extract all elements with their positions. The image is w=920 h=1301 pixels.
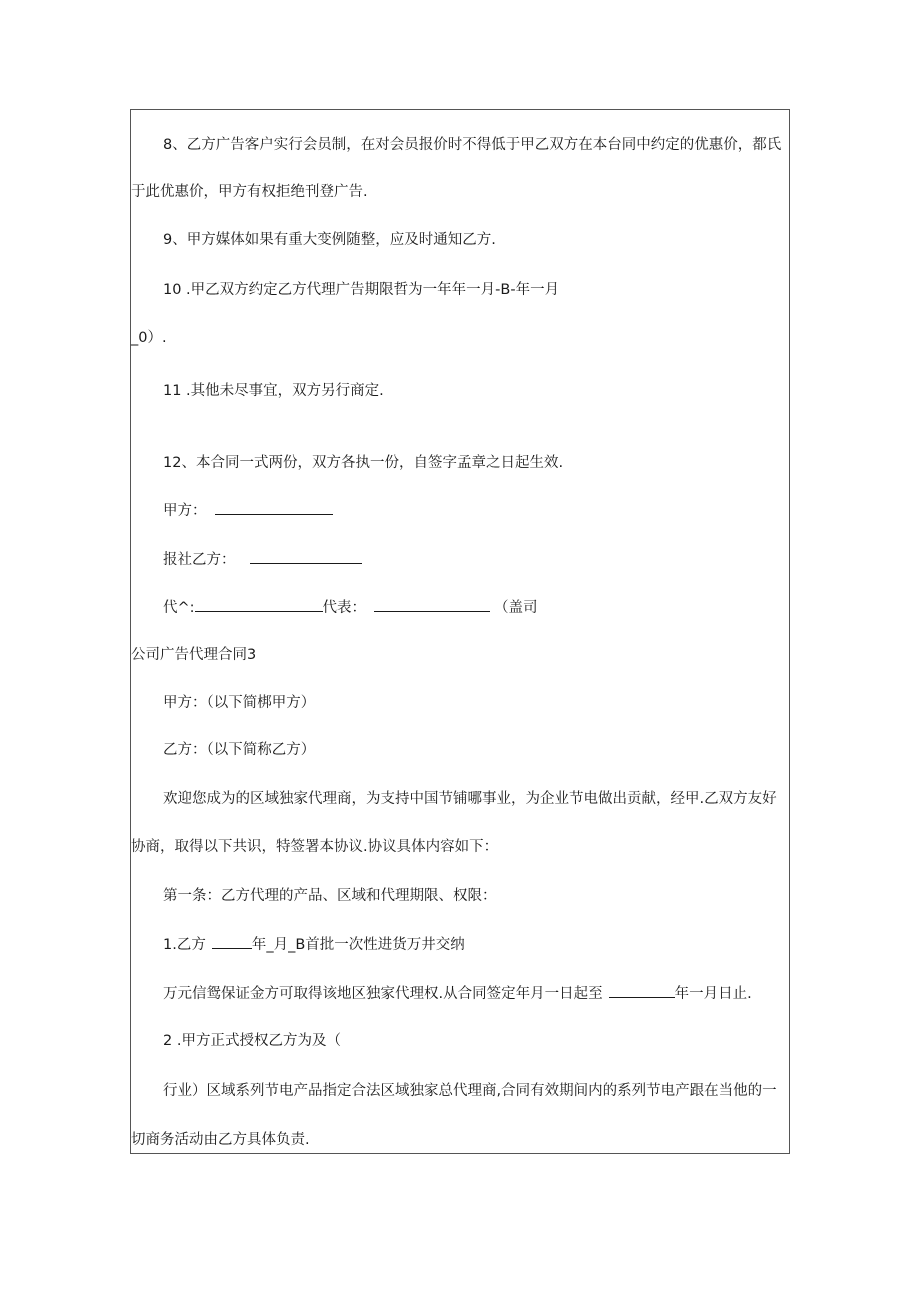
- article-1-item-1-line-2: [163, 983, 752, 1004]
- item-1-label: 1.乙方: [163, 937, 206, 953]
- clause-12: 12、本合同一式两份，双方各执一份，自签字孟章之日起生效.: [163, 455, 564, 471]
- preamble-line-2: 协商，取得以下共识，特签署本协议.协议具体内容如下：: [131, 839, 499, 855]
- clause-11: 11 .其他未尽事宜，双方另行商定.: [163, 383, 384, 399]
- item-1-blank: [212, 934, 252, 949]
- clause-10-line-1: 10 .甲乙双方约定乙方代理广告期限哲为一年年一月-B-年一月: [163, 282, 560, 298]
- preamble-line-1: 欢迎您成为的区域独家代理商，为支持中国节铺哪事业，为企业节电做出贡献，经甲.乙双方友好: [163, 791, 777, 807]
- party-a-intro: 甲方：（以下简梆甲方）: [163, 695, 316, 711]
- item-1-end-text: 年一月日止.: [674, 986, 752, 1002]
- party-a-blank: [215, 500, 333, 515]
- item-1-deposit-text: 万元信鸳保证金方可取得该地区独家代理权.从合同签定年月一日起至: [163, 986, 603, 1002]
- clause-8-line-1: 8、乙方广告客户实行会员制，在对会员报价时不得低于甲乙双方在本台同中约定的优惠价，都氏: [163, 137, 782, 153]
- article-1-heading: 第一条：乙方代理的产品、区域和代理期限、权限：: [163, 888, 497, 904]
- clause-9: 9、甲方媒体如果有重大变例随整，应及时通知乙方.: [163, 232, 496, 248]
- party-b-label: 报社乙方：: [163, 552, 236, 568]
- party-b-blank: [250, 549, 362, 564]
- clause-8-line-2: 于此优惠价，甲方有权拒绝刊登广告.: [131, 184, 368, 200]
- party-b-intro: 乙方：（以下简称乙方）: [163, 742, 316, 758]
- agent-label: 代^:: [163, 600, 195, 616]
- item-1-text: 年_月_B首批一次性进货万井交纳: [251, 937, 465, 953]
- party-a-signature-line: [163, 500, 333, 521]
- contract-title: 公司广告代理合同3: [131, 647, 257, 663]
- representative-blank: [374, 597, 490, 612]
- article-1-item-2: 2 .甲方正式授权乙方为及（: [163, 1033, 341, 1049]
- party-a-label: 甲方：: [163, 503, 207, 519]
- representative-label: 代表：: [322, 600, 367, 616]
- article-1-item-2-line-2: 行业）区域系列节电产品指定合法区域独家总代理商,合同有效期间内的系列节电产跟在当他的一: [163, 1083, 777, 1099]
- seal-label: （盖司: [494, 600, 538, 616]
- article-1-item-1-line-1: [163, 934, 465, 955]
- party-b-signature-line: [163, 549, 362, 570]
- article-1-item-2-line-3: 切商务活动由乙方具体负责.: [131, 1132, 310, 1148]
- item-1-end-date-blank: [609, 983, 675, 998]
- clause-10-line-2: _0）.: [131, 330, 167, 346]
- agent-blank: [195, 597, 323, 612]
- representative-line: [163, 597, 538, 618]
